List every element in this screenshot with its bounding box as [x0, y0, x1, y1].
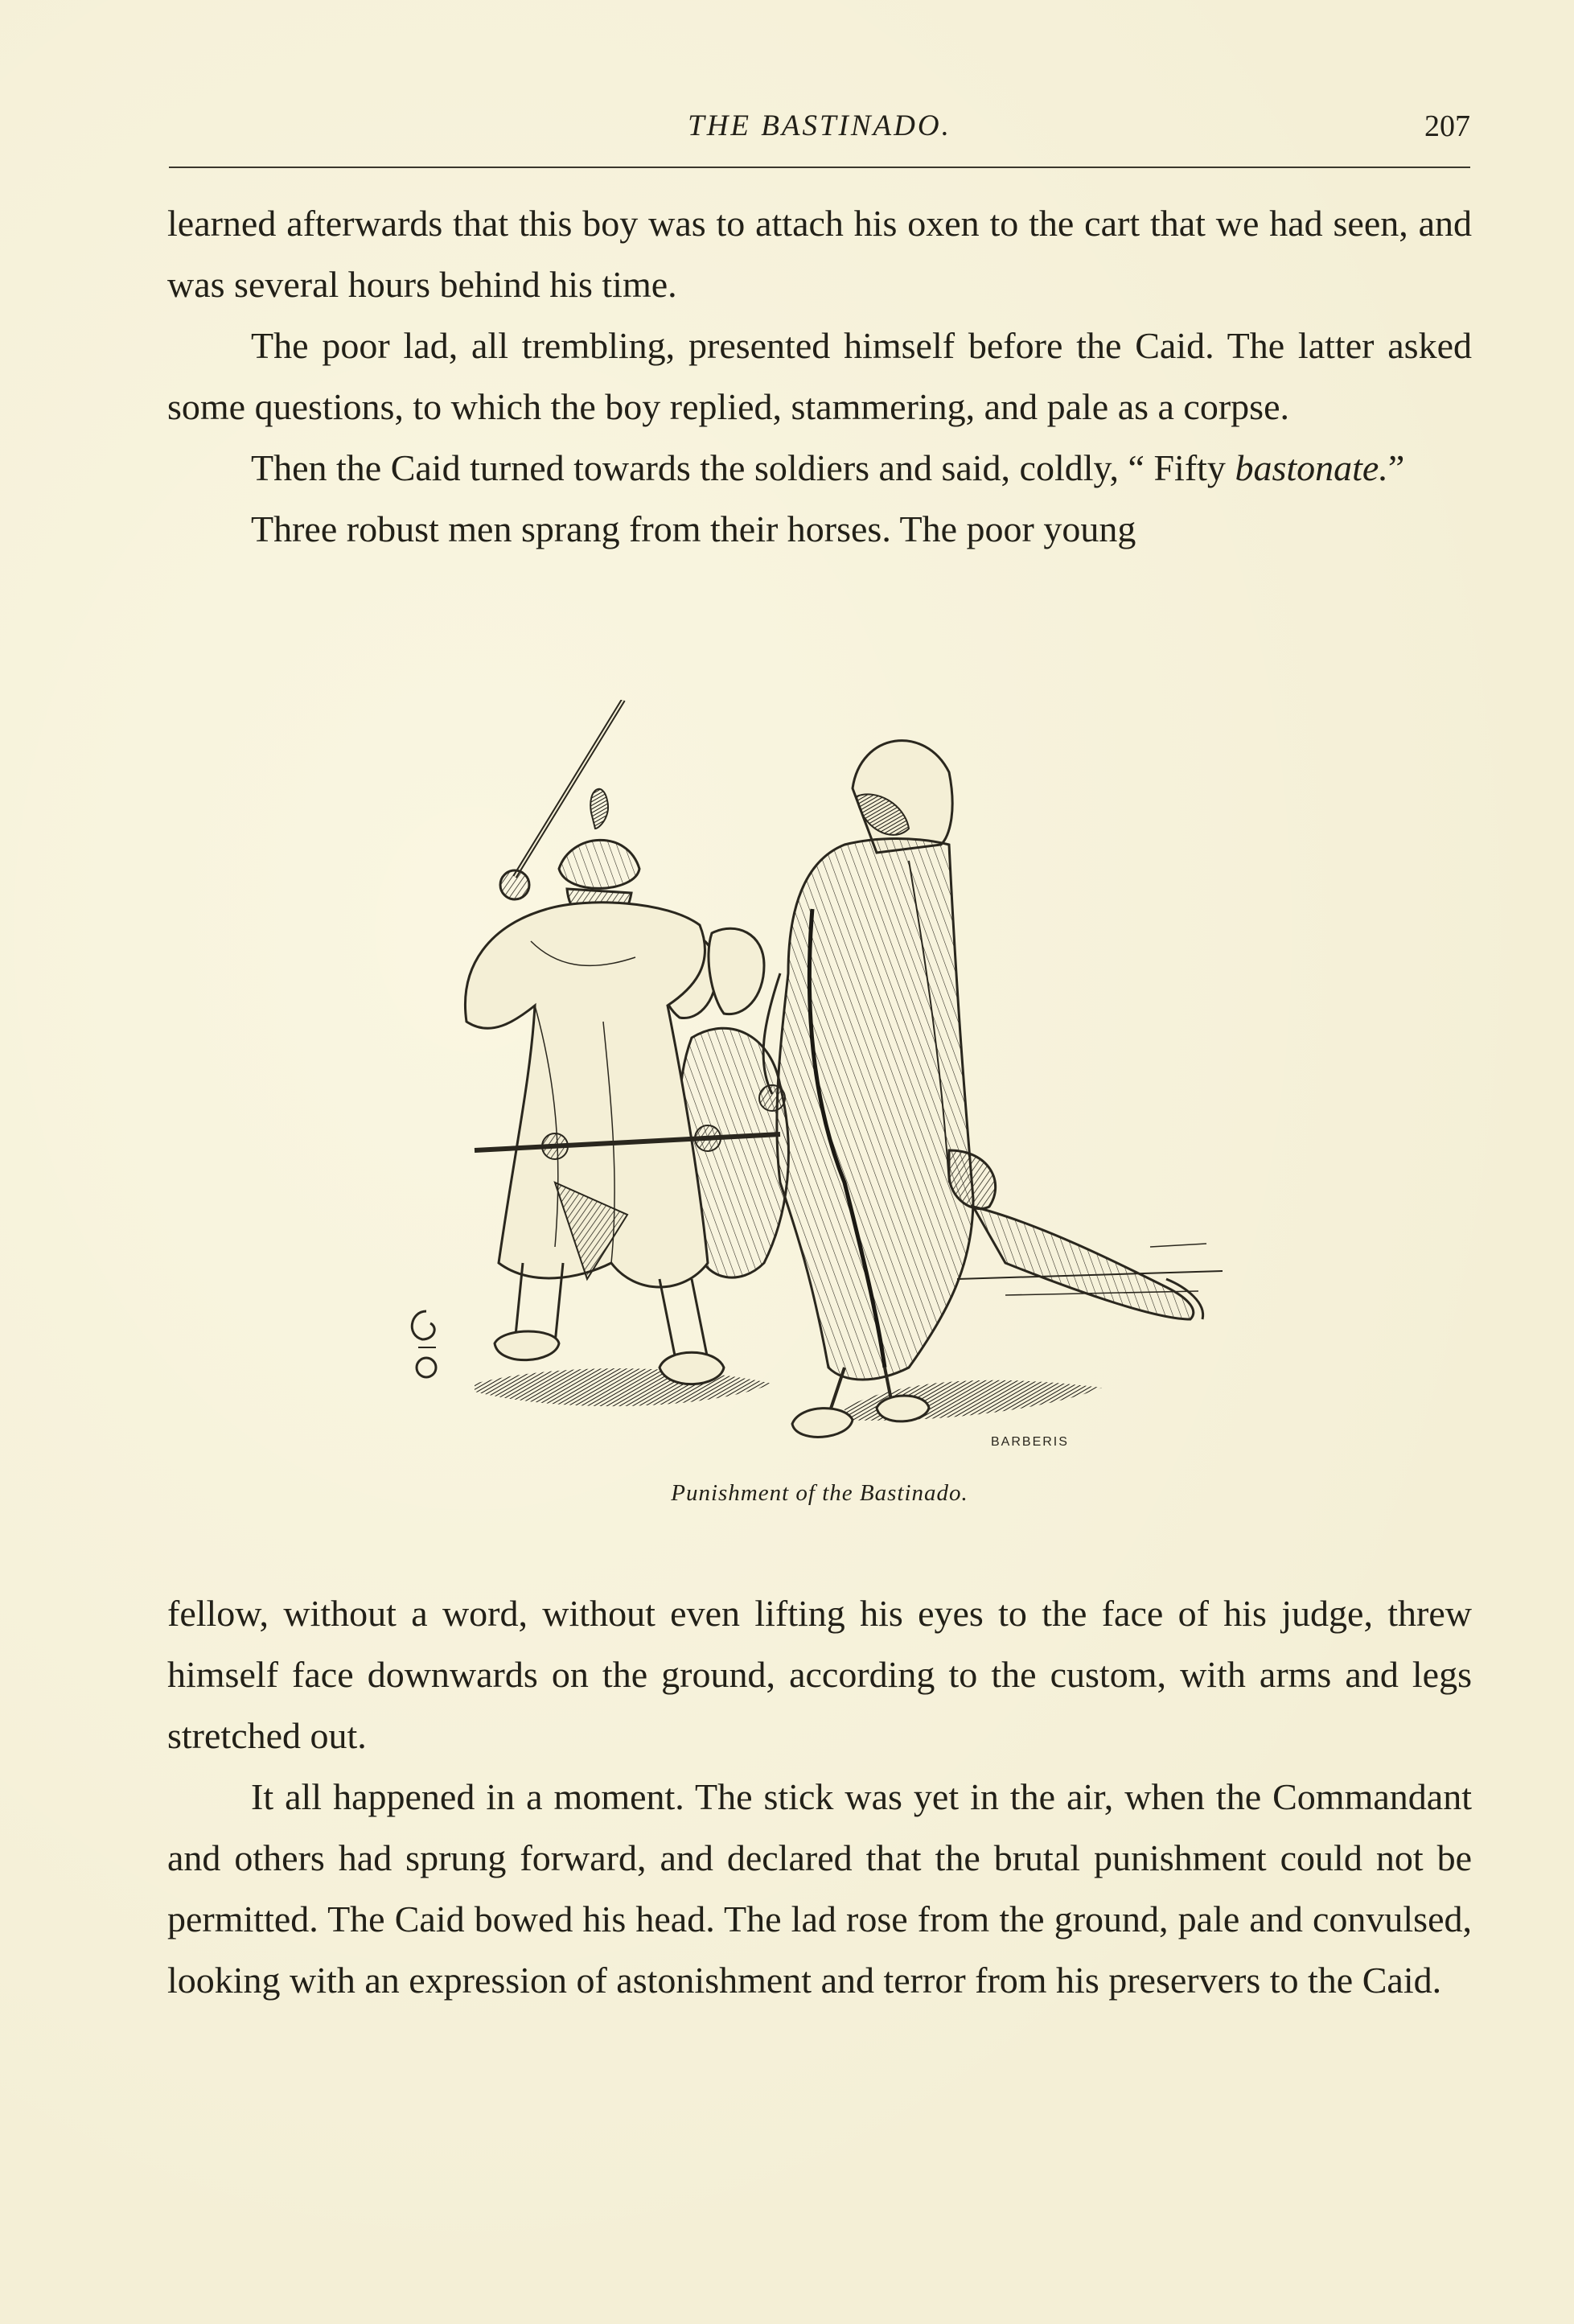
running-title: THE BASTINADO. — [688, 109, 951, 142]
bastinado-illustration — [394, 700, 1263, 1472]
right-hooded-figure — [759, 741, 973, 1438]
paragraph: Three robust men sprang from their horses. The poor young — [251, 508, 1136, 549]
running-head — [169, 109, 1470, 157]
italic-word: bastonate. — [1235, 447, 1388, 488]
text-block-bottom — [167, 1583, 1472, 2011]
closing-quote: ” — [1387, 447, 1405, 488]
paragraph: It all happened in a moment. The stick was yet in the air, when the Commandant and others had sprung forward, and declared that the brutal punishment could not be permitted. The Caid bowed his head. The lad rose from the ground, pale and convulsed, looking with an expression of astonishment and terror from his preservers to the Caid. — [167, 1776, 1472, 2001]
paragraph: fellow, without a word, without even lifting his eyes to the face of his judge, threw himself face downwards on the ground, according to the custom, with arms and legs stretched out. — [167, 1593, 1472, 1756]
figure-caption: Punishment of the Bastinado. — [671, 1480, 968, 1506]
artist-signature: BARBERIS — [991, 1435, 1069, 1449]
text-block-top — [167, 193, 1472, 560]
header-rule — [169, 167, 1470, 168]
paragraph: learned afterwards that this boy was to attach his oxen to the cart that we had seen, and was several hours behind his time. — [167, 203, 1472, 305]
paragraph-text: Then the Caid turned towards the soldiers and said, coldly, “ Fifty — [251, 447, 1226, 488]
paragraph — [167, 438, 1472, 499]
artist-monogram — [412, 1311, 436, 1377]
paragraph: The poor lad, all trembling, presented himself before the Caid. The latter asked some questions, to which the boy replied, stammering, and pale as a corpse. — [167, 325, 1472, 427]
page-number: 207 — [1424, 109, 1470, 143]
